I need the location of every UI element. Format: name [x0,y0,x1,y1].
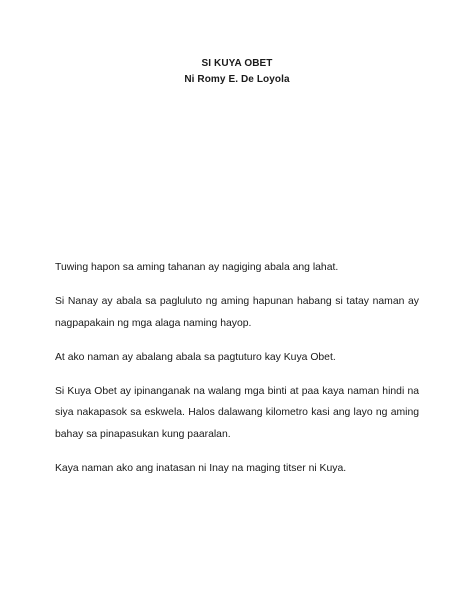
paragraph-3: At ako naman ay abalang abala sa pagtuturo kay Kuya Obet. [55,351,336,363]
paragraph-2: Si Nanay ay abala sa pagluluto ng aming hapunan habang si tatay naman ay nagpapakain ng mga alaga naming hayop. [55,296,419,329]
story-body [55,257,419,492]
paragraph-5: Kaya naman ako ang inatasan ni Inay na maging titser ni Kuya. [55,462,347,474]
title-block [0,56,474,88]
story-title: SI KUYA OBET [201,58,273,69]
author-byline: Ni Romy E. De Loyola [184,74,290,85]
paragraph-4: Si Kuya Obet ay ipinanganak na walang mga binti at paa kaya naman hindi na siya nakapasok sa eskwela. Halos dalawang kilometro kasi ang layo ng aming bahay sa pinapasukan kung paaralan. [55,385,419,440]
paragraph-1: Tuwing hapon sa aming tahanan ay nagiging abala ang lahat. [55,262,339,273]
